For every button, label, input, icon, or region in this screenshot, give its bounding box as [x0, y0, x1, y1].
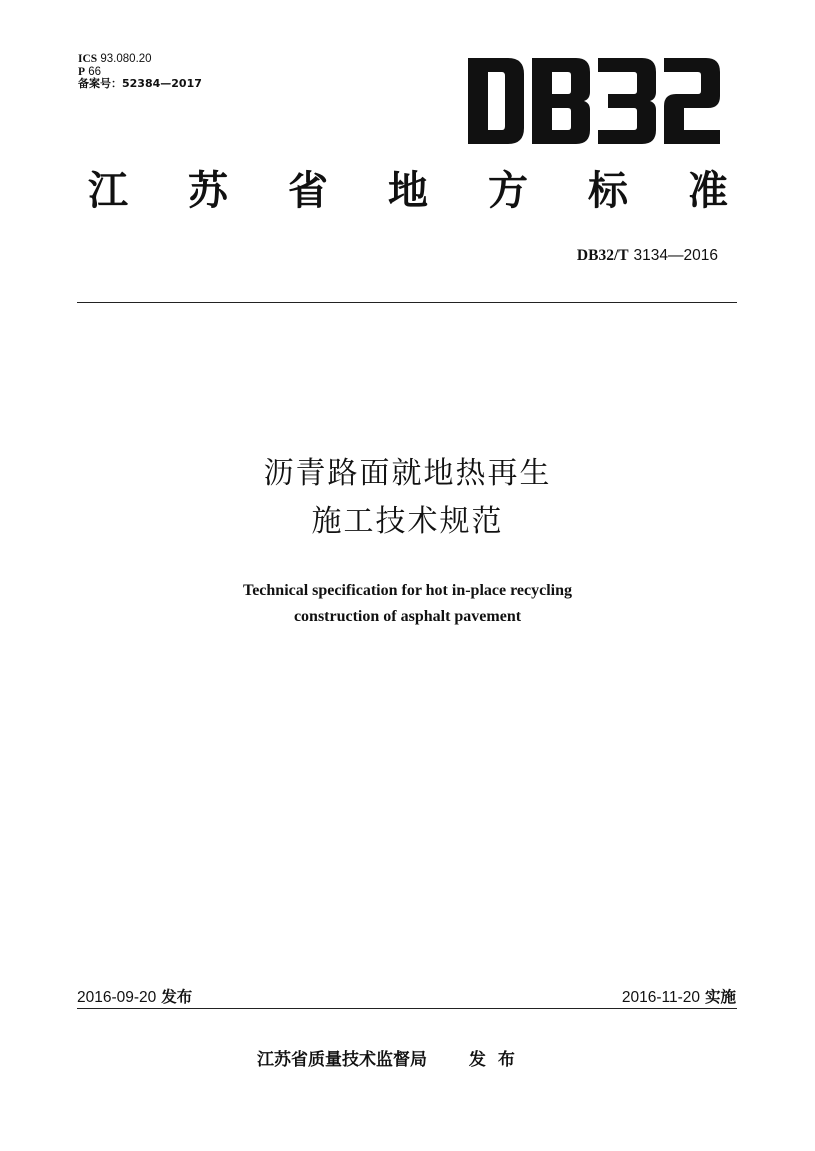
standard-number-prefix: DB32/T — [576, 247, 629, 264]
english-title-line1: Technical specification for hot in-place recycling — [242, 582, 572, 599]
title-char: 标 — [588, 168, 628, 214]
publish-label: 发布 — [161, 988, 193, 1006]
effective-date-block — [622, 985, 736, 1007]
standard-number-suffix: 3134—2016 — [633, 247, 718, 264]
english-title — [0, 578, 815, 630]
document-title — [0, 450, 815, 546]
standard-type-title — [88, 166, 728, 216]
effective-date: 2016-11-20 — [621, 989, 701, 1006]
title-char: 地 — [388, 168, 428, 214]
title-char: 江 — [88, 168, 128, 214]
publish-date-block — [77, 985, 192, 1007]
title-char: 方 — [488, 168, 528, 214]
db32-logo-graphic — [468, 58, 720, 144]
issuer-action: 发布 — [468, 1050, 527, 1070]
effective-label: 实施 — [704, 988, 736, 1006]
document-title-line1: 沥青路面就地热再生 — [263, 456, 552, 491]
standard-number — [577, 246, 718, 265]
record-number: 备案号：52384—2017 — [78, 77, 202, 91]
db32-logo — [468, 58, 720, 144]
ics-line — [78, 53, 202, 66]
publish-date: 2016-09-20 — [77, 989, 157, 1006]
class-label: P — [78, 65, 86, 78]
ics-label: ICS — [78, 53, 98, 65]
class-value: 66 — [88, 65, 102, 78]
document-title-line2: 施工技术规范 — [311, 504, 504, 539]
ics-value: 93.080.20 — [100, 53, 152, 65]
bottom-divider — [77, 1008, 737, 1009]
title-char: 苏 — [188, 168, 228, 214]
title-char: 省 — [288, 168, 328, 214]
issuing-authority — [257, 1045, 527, 1070]
issuer-name: 江苏省质量技术监督局 — [257, 1050, 427, 1070]
classification-block — [78, 53, 202, 91]
top-divider — [77, 302, 737, 303]
english-title-line2: construction of asphalt pavement — [293, 608, 522, 625]
title-char: 准 — [688, 168, 728, 214]
